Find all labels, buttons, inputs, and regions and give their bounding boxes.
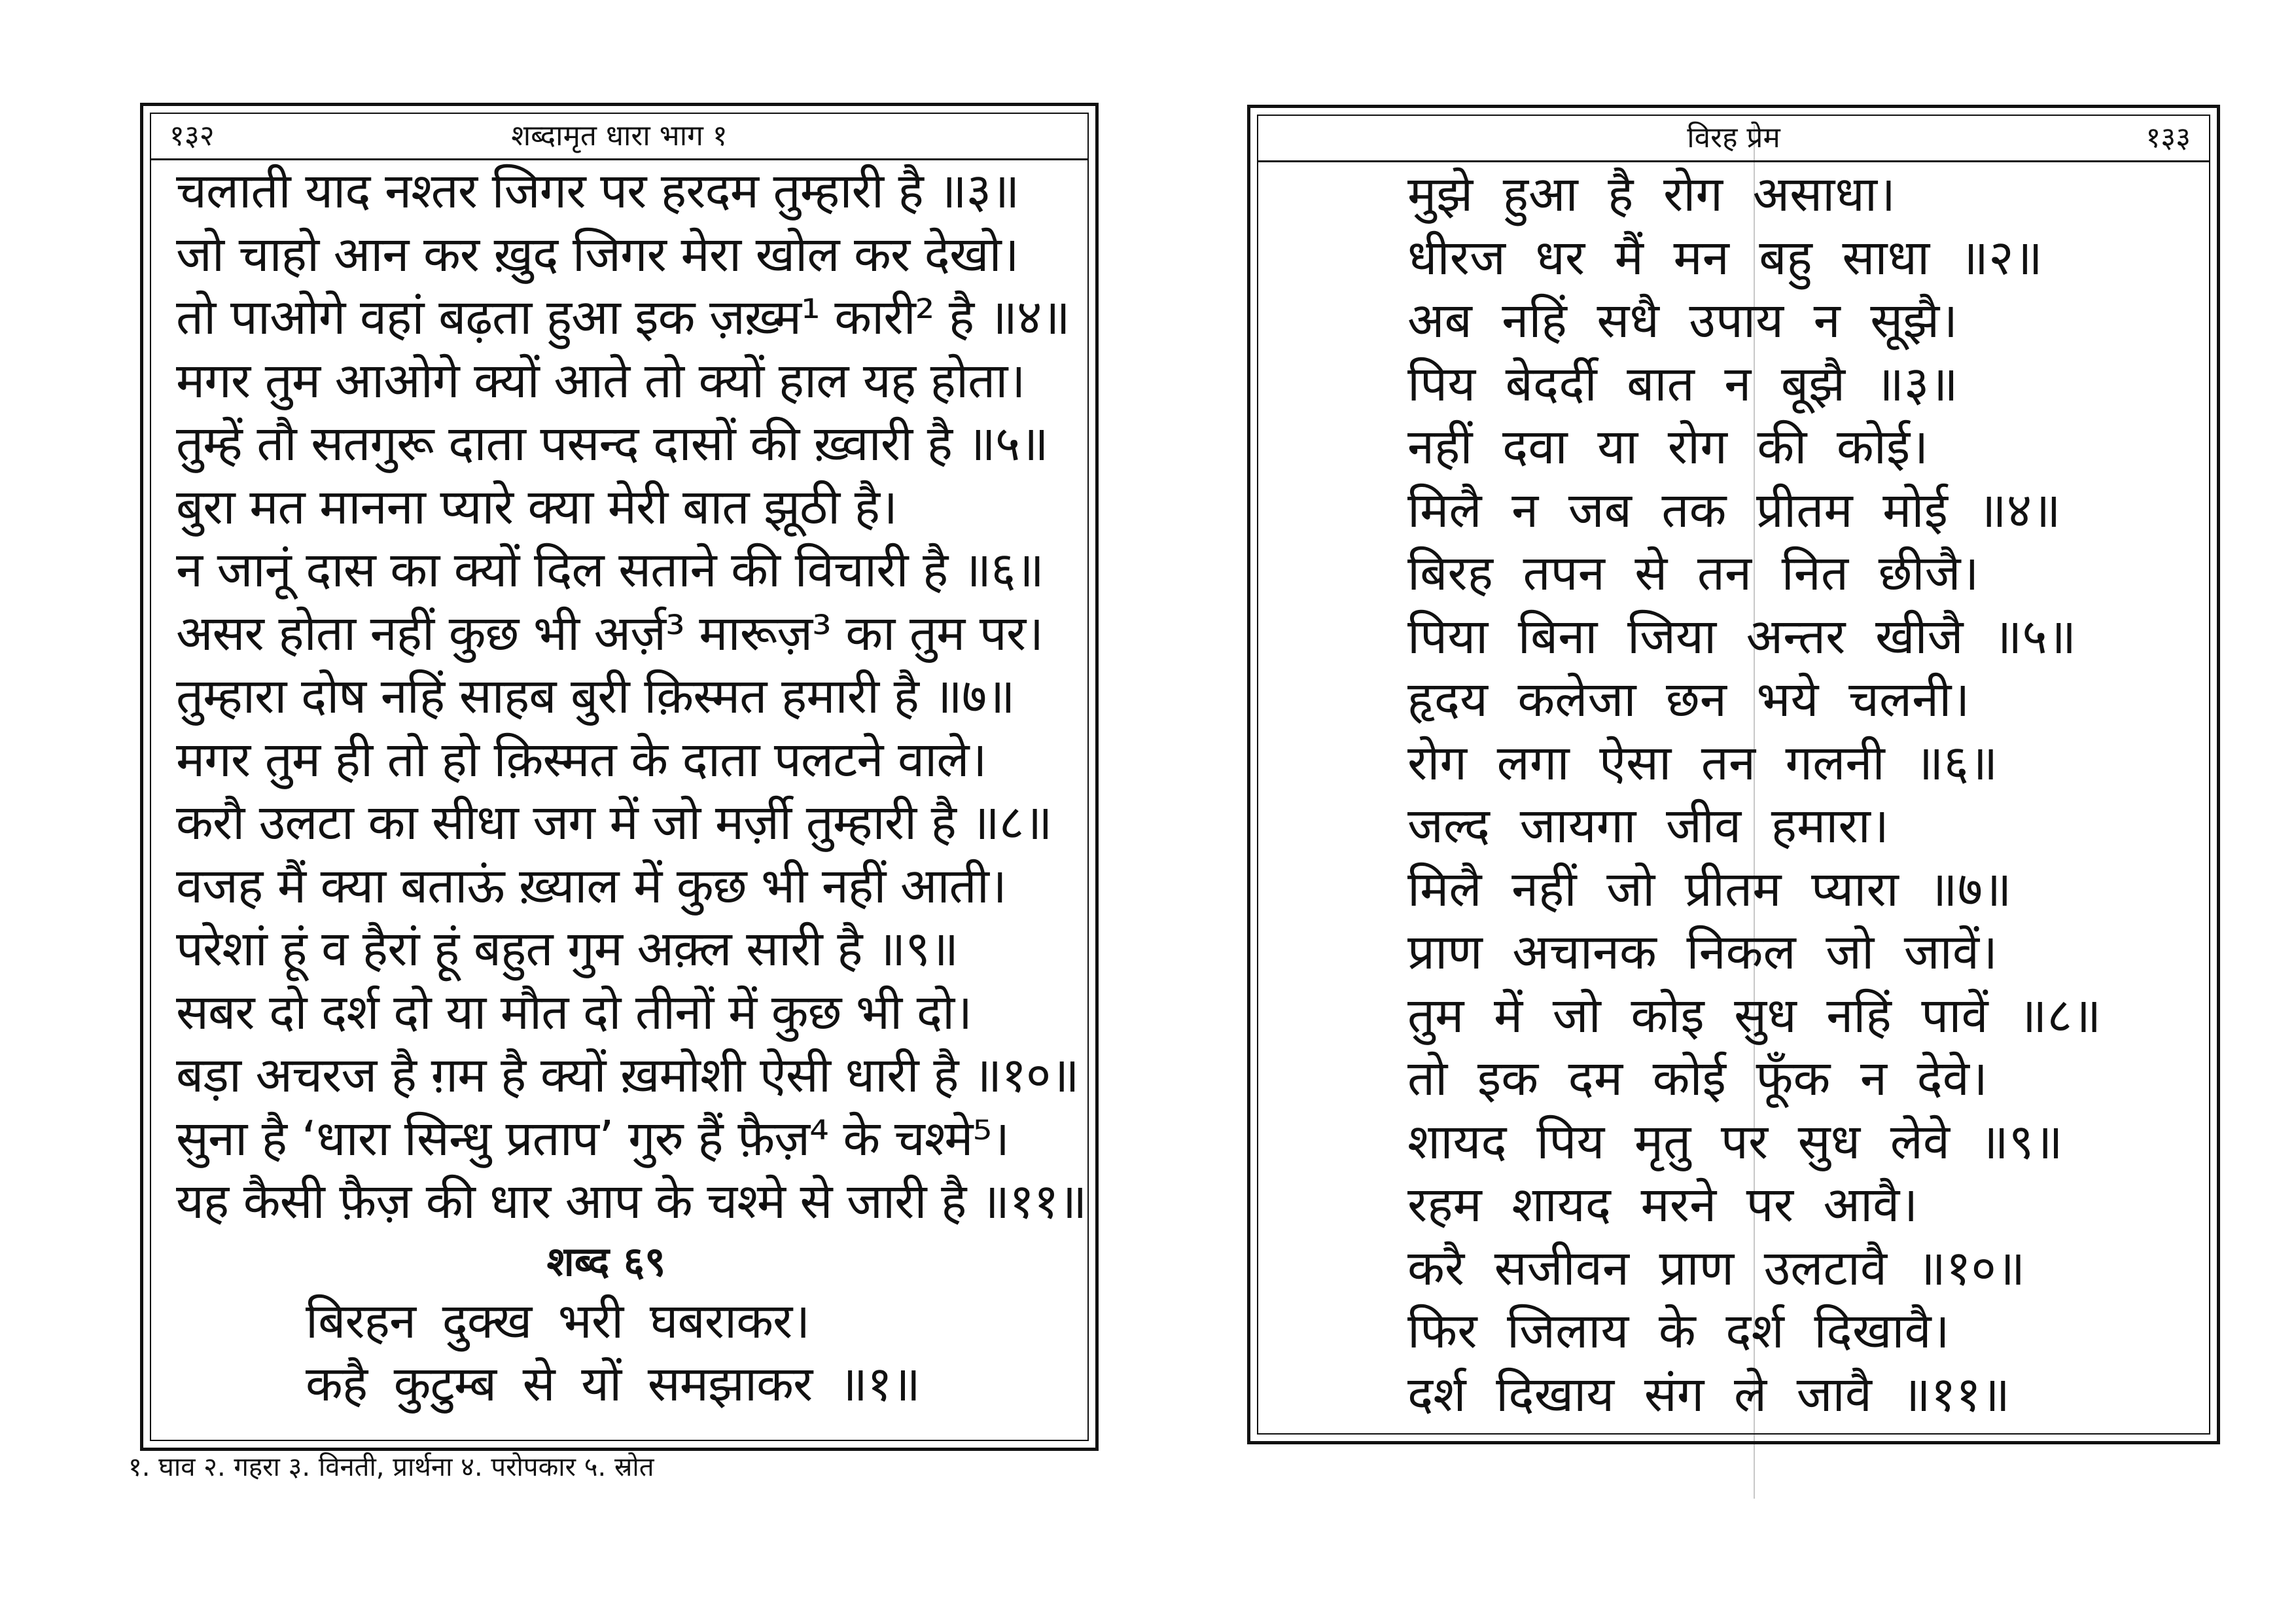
verse-line: बिरह तपन से तन नित छीजै। (1407, 545, 1979, 601)
verse-line: धीरज धर मैं मन बहु साधा ॥२॥ (1407, 229, 2043, 286)
verse-line: हृदय कलेजा छन भये चलनी। (1407, 671, 1970, 728)
verse-line: रहम शायद मरने पर आवै। (1407, 1177, 1918, 1233)
left-page-inner-border (150, 113, 1089, 1441)
left-page-header (151, 114, 1087, 160)
verse-line: बड़ा अचरज है ग़म है क्यों ख़मोशी ऐसी धारी है ॥१०॥ (176, 1047, 1079, 1103)
verse-line: तुम्हारा दोष नहिं साहब बुरी क़िस्मत हमारी है ॥७॥ (176, 668, 1015, 724)
right-page (1247, 105, 2220, 1444)
verse-line: मगर तुम ही तो हो क़िस्मत के दाता पलटने वाले। (176, 731, 987, 788)
verse-line: नहीं दवा या रोग की कोई। (1407, 419, 1929, 475)
verse-line: चलाती याद नश्तर जिगर पर हरदम तुम्हारी है ॥३॥ (176, 163, 1019, 219)
verse-line: यह कैसी फ़ैज़ की धार आप के चश्मे से जारी है ॥११॥ (176, 1173, 1087, 1230)
right-verse-block (1258, 163, 2209, 1426)
verse-line: तुम में जो कोइ सुध नहिं पावें ॥८॥ (1407, 987, 2102, 1044)
footnotes: १. घाव २. गहरा ३. विनती, प्रार्थना ४. परोपकार ५. स्रोत (128, 1452, 654, 1482)
left-page (140, 103, 1099, 1451)
poem-line: बिरहन दुक्ख भरी घबराकर। (306, 1293, 810, 1349)
verse-line: पिय बेदर्दी बात न बूझै ॥३॥ (1407, 355, 1958, 412)
verse-line: शायद पिय मृतु पर सुध लेवे ॥९॥ (1407, 1113, 2063, 1170)
left-running-title: शब्दामृत धारा भाग १ (511, 119, 728, 152)
right-running-title: विरह प्रेम (1687, 121, 1780, 154)
verse-line: जल्द जायगा जीव हमारा। (1407, 798, 1889, 854)
verse-line: तो पाओगे वहां बढ़ता हुआ इक ज़ख़्म¹ कारी² है ॥४॥ (176, 289, 1070, 346)
left-page-number: १३२ (169, 119, 215, 152)
right-page-inner-border (1257, 115, 2210, 1435)
verse-line: न जानूं दास का क्यों दिल सताने की विचारी है ॥६॥ (176, 542, 1044, 598)
left-verse-block (151, 160, 1087, 1416)
poem-line: कहै कुटुम्ब से यों समझाकर ॥१॥ (306, 1356, 920, 1412)
verse-line: तो इक दम कोई फूँक न देवे। (1407, 1050, 1988, 1107)
shabd-heading: शब्द ६९ (546, 1237, 666, 1285)
verse-line: असर होता नहीं कुछ भी अर्ज़³ मारूज़³ का तुम पर। (176, 605, 1044, 662)
right-page-header (1258, 116, 2209, 162)
verse-line: परेशां हूं व हैरां हूं बहुत गुम अक़्ल सारी है ॥९॥ (176, 921, 959, 977)
verse-line: मिलै न जब तक प्रीतम मोई ॥४॥ (1407, 482, 2061, 539)
verse-line: रोग लगा ऐसा तन गलनी ॥६॥ (1407, 734, 1998, 791)
verse-line: मगर तुम आओगे क्यों आते तो क्यों हाल यह होता। (176, 352, 1025, 409)
verse-line: पिया बिना जिया अन्तर खीजै ॥५॥ (1407, 608, 2077, 665)
verse-line: सुना है ‘धारा सिन्धु प्रताप’ गुरु हैं फ़ैज़⁴ के चश्मे⁵। (176, 1110, 1010, 1167)
verse-line: तुम्हें तौ सतगुरू दाता पसन्द दासों की ख़्वारी है ॥५॥ (176, 416, 1048, 472)
verse-line: मुझे हुआ है रोग असाधा। (1407, 166, 1896, 223)
verse-line: अब नहिं सधै उपाय न सूझै। (1407, 293, 1958, 349)
verse-line: करौ उलटा का सीधा जग में जो मर्ज़ी तुम्हारी है ॥८॥ (176, 794, 1052, 851)
verse-line: दर्श दिखाय संग ले जावै ॥११॥ (1407, 1366, 2010, 1423)
right-page-number: १३३ (2146, 121, 2191, 154)
verse-line: फिर जिलाय के दर्श दिखावै। (1407, 1303, 1950, 1359)
verse-line: वजह मैं क्या बताऊं ख़्याल में कुछ भी नहीं आती। (176, 857, 1006, 914)
verse-line: मिलै नहीं जो प्रीतम प्यारा ॥७॥ (1407, 861, 2012, 918)
verse-line: करै सजीवन प्राण उलटावै ॥१०॥ (1407, 1240, 2026, 1296)
verse-line: जो चाहो आन कर ख़ुद जिगर मेरा खोल कर देखो। (176, 226, 1019, 283)
verse-line: बुरा मत मानना प्यारे क्या मेरी बात झूठी है। (176, 478, 898, 535)
verse-line: सबर दो दर्श दो या मौत दो तीनों में कुछ भी दो। (176, 984, 972, 1041)
verse-line: प्राण अचानक निकल जो जावें। (1407, 924, 1998, 980)
